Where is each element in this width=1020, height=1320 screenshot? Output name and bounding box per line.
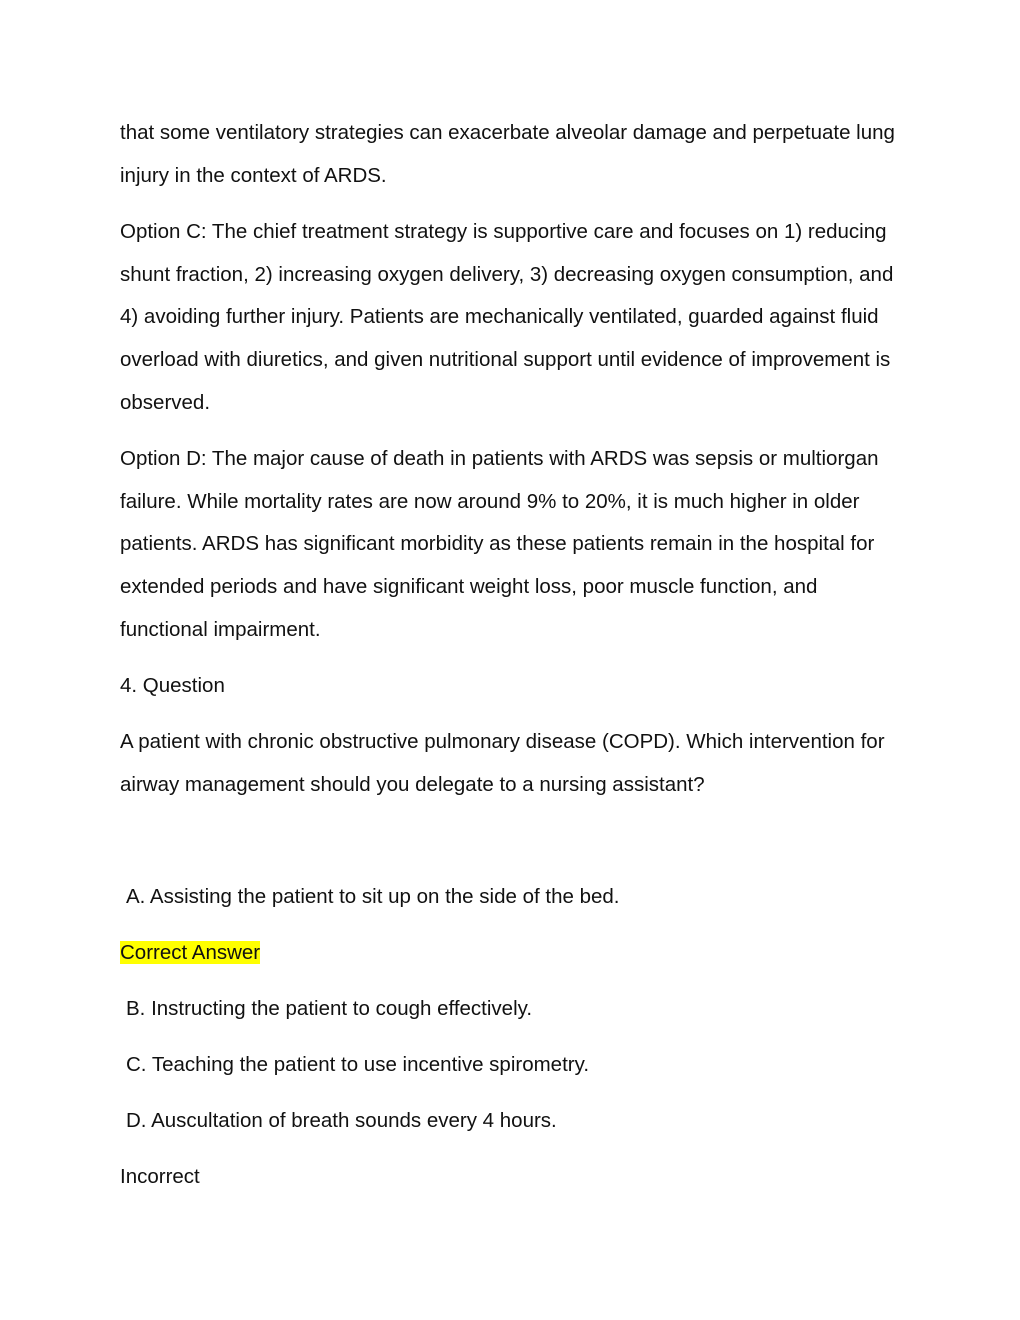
paragraph-option-d: Option D: The major cause of death in patients with ARDS was sepsis or multiorgan failure. While mortality rates are now around 9% to 20%, it is much higher in older patients. ARDS has significant morbidity as these patients remain in the hospital for extended periods and have significant weight loss, poor muscle function, and functional impairment.: [120, 447, 879, 641]
document-page: [120, 112, 910, 1212]
paragraph-option-c: Option C: The chief treatment strategy is supportive care and focuses on 1) reducing shunt fraction, 2) increasing oxygen delivery, 3) decreasing oxygen consumption, and 4) avoiding further injury. Patients are mechanically ventilated, guarded against fluid overload with diuretics, and given nutritional support until evidence of improvement is observed.: [120, 220, 894, 414]
answer-option-c: C. Teaching the patient to use incentive spirometry.: [126, 1053, 590, 1077]
question-heading: 4. Question: [120, 674, 225, 698]
result-label: Incorrect: [120, 1165, 200, 1189]
correct-answer-highlight: Correct Answer: [120, 941, 261, 965]
answer-option-b: B. Instructing the patient to cough effectively.: [126, 997, 533, 1021]
correct-answer-label: [120, 932, 910, 974]
spacer: [120, 820, 910, 876]
answer-option-a: A. Assisting the patient to sit up on the side of the bed.: [126, 885, 620, 909]
answer-option-d: D. Auscultation of breath sounds every 4 hours.: [126, 1109, 557, 1133]
paragraph-ards-continued: that some ventilatory strategies can exacerbate alveolar damage and perpetuate lung injury in the context of ARDS.: [120, 121, 895, 187]
question-text: A patient with chronic obstructive pulmonary disease (COPD). Which intervention for airway management should you delegate to a nursing assistant?: [120, 730, 885, 796]
